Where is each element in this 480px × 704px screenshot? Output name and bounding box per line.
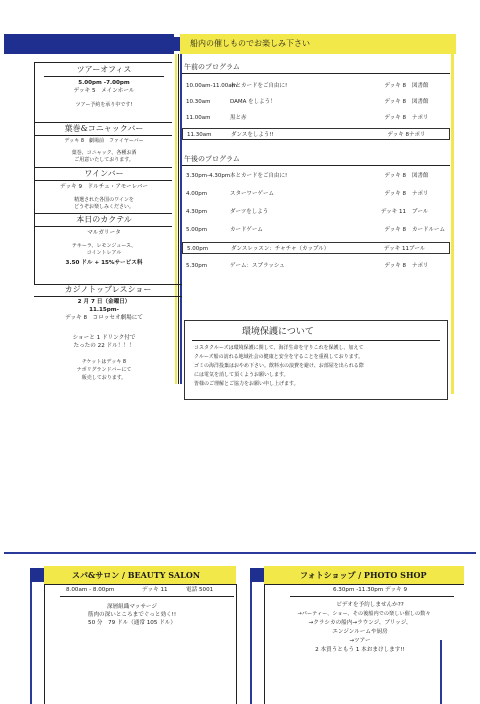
schedule-location: 図書館 (412, 173, 429, 179)
schedule-location: ナポリ (412, 191, 429, 197)
environment-line-2: クルーズ船の訪れる地域社会の健康と安全を守ることを重視しております。 (194, 354, 364, 360)
environment-rule (192, 340, 440, 341)
afternoon-rule (182, 165, 450, 166)
casino-time: 11.15pm- (89, 307, 119, 313)
schedule-location: ナポリ (409, 132, 426, 138)
schedule-row (182, 242, 450, 254)
photo-line-4: エンジンルームや厨房 (332, 629, 388, 635)
schedule-event: 黒と赤 (230, 115, 247, 121)
casino-ticket-1: チケットはデッキ 8 (81, 359, 127, 365)
schedule-deck: デッキ 8 (384, 191, 406, 197)
schedule-time: 5.30pm (186, 263, 208, 269)
spa-location: デッキ 11 (142, 587, 168, 593)
schedule-event: 本とカードをご自由に! (230, 83, 288, 89)
photo-line-2: →パーティー、ショー、その後船内での楽しい催しの数々 (297, 611, 431, 617)
casino-title: カジノトップレスショー (64, 285, 152, 294)
photo-line-3: →クラシカの船内→ラウンジ、ブリッジ、 (308, 620, 412, 626)
spa-price: 50 分 79 ドル（通常 105 ドル） (88, 620, 176, 626)
schedule-time: 5.00pm (187, 246, 209, 252)
schedule-time: 11.30am (187, 132, 212, 138)
schedule-row (182, 128, 450, 140)
schedule-deck: デッキ 11 (380, 209, 406, 215)
schedule-event: ダンスレッスン：チャチャ（カップル） (231, 246, 330, 252)
environment-line-1: コスタクルーズは環境保護に関して、海洋生命を守りこれを保護し、加えて (194, 345, 364, 351)
cigar-bar-location: デッキ 8 劇場前 ファイヤーバー (64, 138, 144, 144)
photo-line-5: →ツアー (349, 638, 371, 644)
schedule-row (186, 188, 446, 200)
wine-bar-location: デッキ 9 ドルチェ・アモーレバー (59, 184, 149, 190)
photo-deco-blue (250, 582, 252, 704)
schedule-deck: デッキ 11 (383, 246, 409, 252)
casino-ticket-2: ナポリグランドバーにて (76, 367, 132, 373)
schedule-time: 10.30am (186, 99, 211, 105)
photo-title: フォトショップ / PHOTO SHOP (300, 570, 427, 580)
photo-line-1: ビデオを予約しませんか?? (336, 602, 404, 608)
photo-deco-right (440, 640, 442, 704)
tour-office-hours: 5.00pm -7.00pm (78, 80, 130, 86)
schedule-time: 4.00pm (186, 191, 208, 197)
schedule-time: 10.00am-11.00am (186, 83, 237, 89)
schedule-location: プール (409, 246, 426, 252)
tour-office-location: デッキ 5 メインホール (73, 88, 135, 94)
schedule-deck: デッキ 8 (384, 99, 406, 105)
environment-line-4: には電気を消して頂くようお願いします。 (194, 372, 289, 378)
cocktail-price: 3.50 ドル + 15%サービス料 (65, 260, 143, 266)
schedule-event: DAMA をしよう！ (230, 99, 276, 105)
photo-rule (290, 596, 454, 597)
spa-service: 深層組織マッサージ (106, 604, 158, 610)
schedule-event: ダーツをしよう (230, 209, 269, 215)
casino-rule-bottom (34, 296, 182, 297)
cocktail-name: マルガリータ (87, 230, 121, 236)
morning-rule (182, 73, 450, 74)
wine-rule-top (34, 167, 172, 168)
environment-line-3: ゴミの海洋投棄はおやめ下さい。飲料水の浪費を避け、お部屋を出られる際 (194, 363, 364, 369)
left-frame-top (34, 62, 172, 63)
tour-office-rule (44, 76, 164, 77)
cocktail-rule-bottom (34, 226, 172, 227)
spa-deco-blue (30, 582, 32, 704)
schedule-event: スターワーゲーム (230, 191, 275, 197)
spa-frame-top (44, 584, 236, 585)
schedule-deck: デッキ 8 (384, 115, 406, 121)
schedule-location: ナポリ (412, 115, 429, 121)
casino-note-2: たったの 22 ドル！！！ (73, 343, 135, 349)
afternoon-program-title: 午後のプログラム (184, 155, 240, 163)
schedule-time: 11.00am (186, 115, 211, 121)
cocktail-rule-top (34, 213, 172, 214)
wine-bar-desc-1: 精選された各国のワインを (74, 197, 134, 203)
morning-program-title: 午前のプログラム (184, 63, 240, 71)
photo-hours: 6.30pm -11.30pm デッキ 9 (332, 587, 408, 593)
schedule-location: カードルーム (412, 227, 446, 233)
left-frame-left (34, 62, 35, 284)
top-blue-band (4, 34, 174, 54)
photo-frame-top (264, 584, 464, 585)
cocktail-ingredients-1: テキーラ、レモンジュース、 (71, 243, 137, 249)
schedule-row (186, 96, 446, 108)
schedule-location: 図書館 (412, 99, 429, 105)
spa-desc: 筋肉の深いところまでぐっと効く!! (87, 612, 177, 618)
photo-line-6: 2 本買うともう 1 本おまけします!! (315, 647, 405, 653)
deco-line-dark (178, 54, 179, 384)
schedule-deck: デッキ 8 (384, 227, 406, 233)
spa-deco-dark (44, 584, 45, 704)
cocktail-title: 本日のカクテル (76, 215, 132, 224)
tour-office-note: ツアー予約を承り中です! (75, 102, 133, 108)
schedule-deck: デッキ 8 (384, 263, 406, 269)
schedule-row (186, 170, 446, 182)
wine-bar-title: ワインバー (84, 169, 124, 178)
tour-office-title: ツアーオフィス (76, 65, 132, 74)
deco-line-blue (180, 54, 182, 384)
schedule-event: ダンスをしよう!! (231, 132, 274, 138)
deco-line-yellow (175, 54, 177, 384)
schedule-time: 5.00pm (186, 227, 208, 233)
casino-ticket-3: 販売しております。 (81, 375, 127, 381)
cigar-bar-desc-2: ご用意いたしております。 (74, 157, 134, 163)
schedule-event: ゲーム：スプラッシュ (230, 263, 285, 269)
spa-hours: 8.00am - 8.00pm (66, 587, 115, 593)
schedule-deck: デッキ 8 (387, 132, 409, 138)
schedule-event: カードゲーム (230, 227, 263, 233)
spa-frame-right (236, 584, 237, 704)
schedule-time: 4.30pm (186, 209, 208, 215)
schedule-deck: デッキ 8 (384, 83, 406, 89)
wine-bar-desc-2: どうぞお楽しみください。 (73, 204, 135, 210)
spa-blue-square (30, 568, 44, 582)
page-title: 船内の催しものでお楽しみ下さい (190, 39, 310, 48)
casino-note-1: ショーと 1 ドリンク付で (72, 335, 136, 341)
cigar-rule-top (34, 122, 172, 123)
environment-title: 環境保護について (242, 327, 314, 337)
cocktail-ingredients-2: コイントレアル (86, 250, 122, 256)
schedule-row (186, 80, 446, 92)
schedule-time: 3.30pm-4.30pm (186, 173, 231, 179)
environment-line-5: 皆様のご理解とご協力をお願い申し上げます。 (194, 381, 299, 387)
schedule-deck: デッキ 8 (384, 173, 406, 179)
schedule-row (186, 224, 446, 236)
schedule-location: ナポリ (412, 263, 429, 269)
schedule-location: 図書館 (412, 83, 429, 89)
schedule-location: プール (412, 209, 429, 215)
schedule-row (186, 260, 446, 272)
casino-date: 2 月 7 日（金曜日） (77, 299, 131, 305)
spa-rule (60, 596, 234, 597)
photo-deco-dark (264, 584, 265, 704)
bottom-divider-blue (4, 552, 476, 554)
cigar-bar-title: 葉巻&コニャックバー (64, 124, 144, 133)
cigar-rule-bottom (34, 135, 172, 136)
schedule-row (186, 206, 446, 218)
spa-title: スパ&サロン / BEAUTY SALON (72, 570, 201, 580)
casino-location: デッキ 8 コロッセオ劇場にて (65, 315, 143, 321)
photo-blue-square (250, 568, 264, 582)
wine-rule-bottom (34, 180, 172, 181)
schedule-row (186, 112, 446, 124)
schedule-event: 本とカードをご自由に! (230, 173, 288, 179)
spa-phone: 電話 5001 (186, 587, 214, 593)
cigar-bar-desc-1: 葉巻、コニャック、各種お酒 (71, 150, 137, 156)
deco-line-yellow-right (451, 54, 454, 394)
